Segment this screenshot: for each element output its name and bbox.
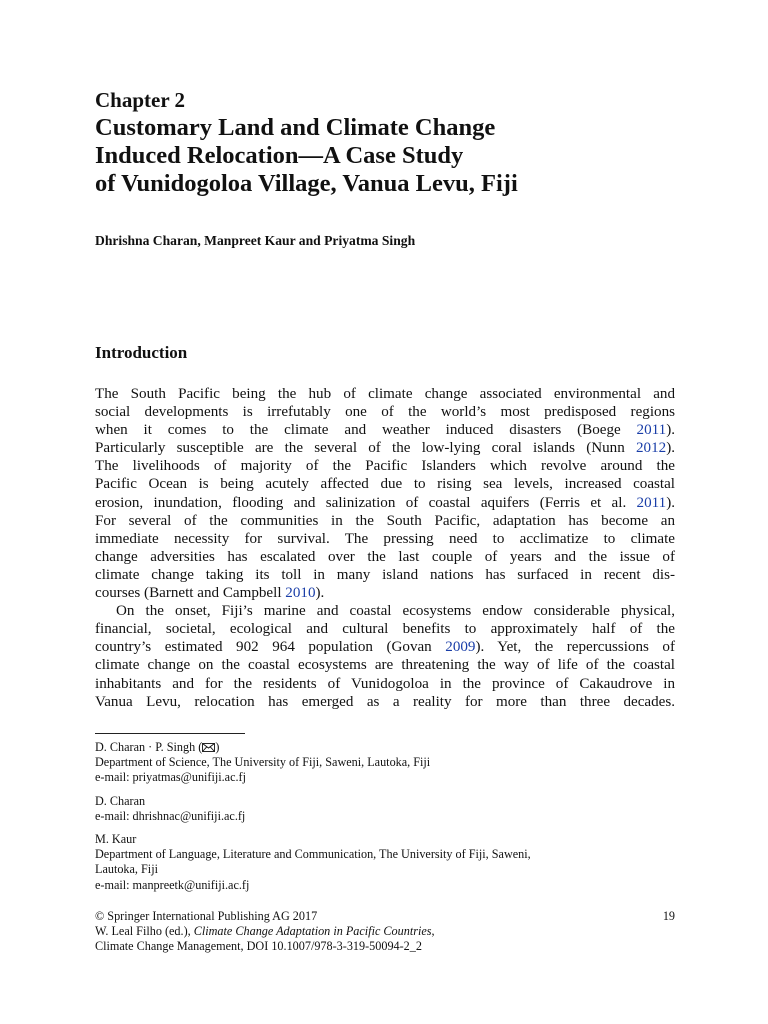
- footnote-block: [95, 832, 675, 893]
- footnotes: [95, 740, 675, 901]
- paragraph-1-line: [95, 439, 675, 457]
- text-run: ,: [431, 924, 435, 939]
- citation-link[interactable]: 2009: [445, 639, 476, 656]
- paragraph-2-line: Vanua Levu, relocation has emerged as a reality for more than three decades.: [95, 693, 675, 710]
- footnote-names: D. Charan · P. Singh (: [95, 740, 203, 754]
- page-footer: [95, 909, 675, 955]
- page: [95, 88, 676, 954]
- text-run: country’s estimated 902 964 population (Govan: [95, 639, 446, 656]
- footer-row: [95, 909, 675, 924]
- citation-link[interactable]: 2011: [636, 494, 667, 511]
- text-run: ).: [666, 440, 675, 457]
- footnote-affiliation: Lautoka, Fiji: [95, 862, 158, 877]
- chapter-title: [95, 114, 675, 198]
- paragraph-2-line: climate change on the coastal ecosystems are threatening the way of life of the coastal: [95, 657, 675, 674]
- paragraph-1-line: The livelihoods of majority of the Pacific Islanders which revolve around the: [95, 458, 675, 475]
- paragraph-2-line: financial, societal, ecological and cultural benefits to approximately half of the: [95, 621, 675, 638]
- footnote-author-name: D. Charan: [95, 793, 146, 808]
- paragraph-1-line: [95, 494, 675, 512]
- page-number: 19: [662, 909, 675, 923]
- footnote-email[interactable]: e-mail: dhrishnac@unifiji.ac.fj: [95, 808, 246, 823]
- citation-link[interactable]: 2010: [285, 585, 316, 602]
- footnote-block: [95, 794, 675, 824]
- paragraph-2-line: [95, 638, 675, 656]
- citation-link[interactable]: 2011: [636, 422, 667, 439]
- footnote-author-name: M. Kaur: [95, 832, 137, 847]
- editor-text: W. Leal Filho (ed.),: [95, 924, 194, 939]
- text-run: courses (Barnett and Campbell: [95, 585, 286, 602]
- text-run: Particularly susceptible are the several of the low-lying coral islands (Nunn: [95, 440, 636, 457]
- text-run: ). Yet, the repercussions of: [475, 639, 676, 656]
- paragraph-1-line: climate change taking its toll in many island nations has surfaced in recent dis-: [95, 566, 675, 583]
- text-run: ).: [666, 422, 675, 439]
- paragraph-1-line: For several of the communities in the South Pacific, adaptation has become an: [95, 512, 675, 529]
- copyright-notice: © Springer International Publishing AG 2017: [95, 909, 318, 923]
- envelope-icon[interactable]: [202, 741, 215, 750]
- chapter-title-line-3: of Vunidogoloa Village, Vanua Levu, Fiji: [95, 170, 518, 197]
- paragraph-2-line: On the onset, Fiji’s marine and coastal ecosystems endow considerable physical,: [116, 603, 675, 620]
- footnote-block: [95, 740, 675, 786]
- footnote-email[interactable]: e-mail: manpreetk@unifiji.ac.fj: [95, 877, 250, 892]
- chapter-title-line-1: Customary Land and Climate Change: [95, 114, 496, 141]
- paragraph-1-line: change adversities has escalated over the last couple of years and the issue of: [95, 548, 675, 565]
- chapter-title-line-2: Induced Relocation—A Case Study: [95, 142, 464, 169]
- chapter-label: Chapter 2: [95, 88, 186, 112]
- footnote-affiliation: Department of Language, Literature and Communication, The University of Fiji, Saweni,: [95, 847, 531, 862]
- text-run: ).: [315, 585, 325, 602]
- footnote-authors: [95, 740, 675, 755]
- text-run: when it comes to the climate and weather induced disasters (Boege: [95, 422, 637, 439]
- paragraph-1-line: immediate necessity for survival. The pressing need to acclimatize to climate: [95, 530, 675, 547]
- paragraph-2-line: inhabitants and for the residents of Vunidogoloa in the province of Cakaudrove in: [95, 675, 675, 692]
- citation-link[interactable]: 2012: [636, 440, 667, 457]
- paragraph-1-line: Pacific Ocean is being acutely affected due to rising sea levels, increased coastal: [95, 476, 675, 493]
- paragraph-1-line: [95, 584, 675, 602]
- book-reference: [95, 924, 675, 939]
- footnote-affiliation: Department of Science, The University of Fiji, Saweni, Lautoka, Fiji: [95, 755, 431, 770]
- footnote-paren: ): [215, 740, 220, 754]
- text-run: erosion, inundation, flooding and salinization of coastal aquifers (Ferris et al.: [95, 494, 637, 511]
- series-doi: Climate Change Management, DOI 10.1007/978-3-319-50094-2_2: [95, 939, 422, 954]
- paragraph-1-line: The South Pacific being the hub of climate change associated environmental and: [95, 386, 675, 402]
- footnote-email[interactable]: e-mail: priyatmas@unifiji.ac.fj: [95, 770, 246, 785]
- paragraph-1-line: [95, 421, 675, 439]
- author-list: Dhrishna Charan, Manpreet Kaur and Priyatma Singh: [95, 233, 416, 248]
- body-text: [95, 385, 675, 711]
- text-run: ).: [666, 494, 675, 511]
- footnote-divider: [95, 733, 245, 734]
- paragraph-1-line: social developments is irrefutably one of the world’s most predisposed regions: [95, 404, 675, 421]
- book-title: Climate Change Adaptation in Pacific Countries: [193, 924, 432, 939]
- section-heading-introduction: Introduction: [95, 343, 188, 362]
